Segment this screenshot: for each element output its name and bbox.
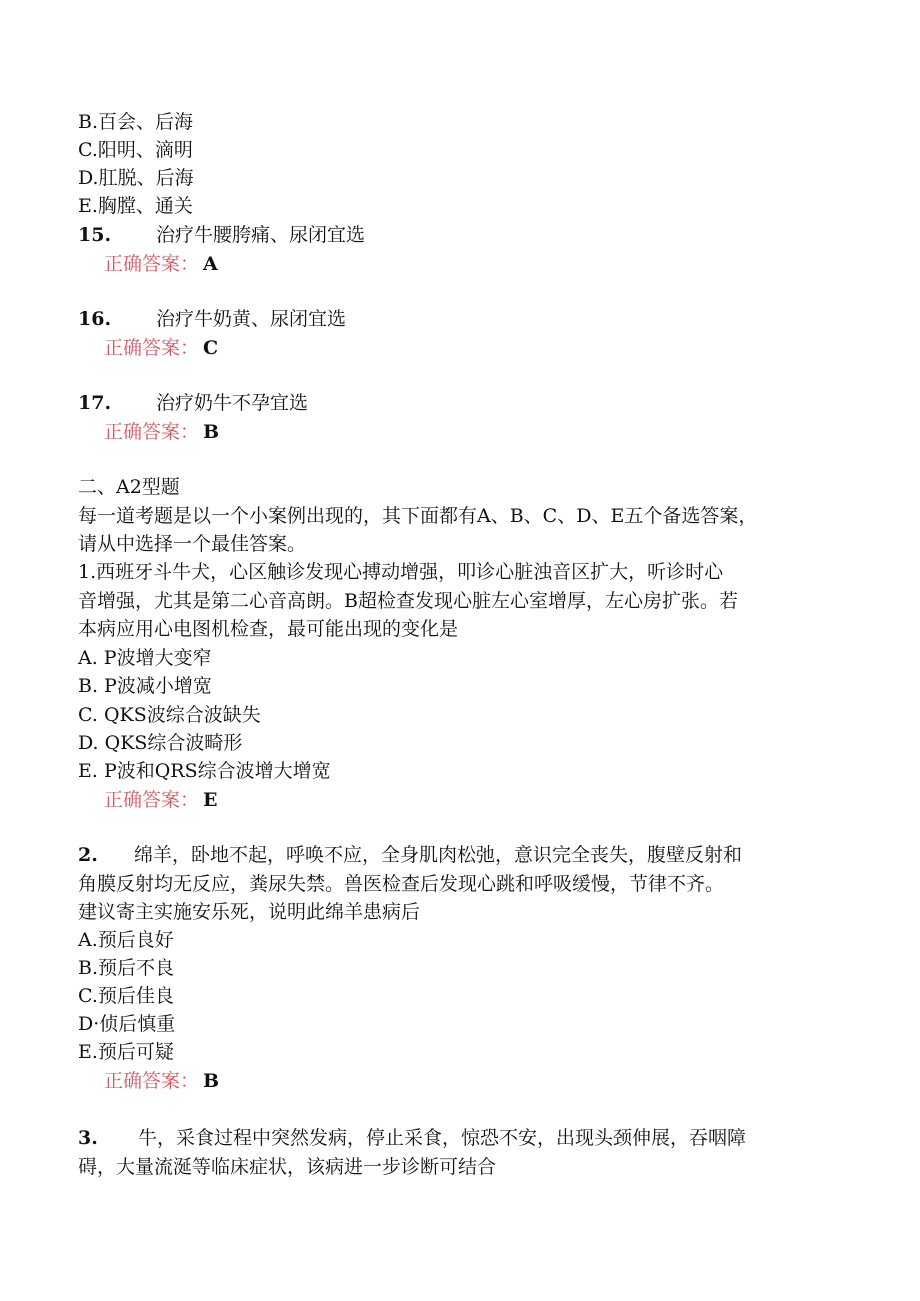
- option-c: C.阳明、滴明: [78, 139, 193, 161]
- a2q1-answer: [104, 786, 218, 814]
- question-text: 治疗奶牛不孕宜选: [156, 392, 309, 414]
- question-17: [78, 389, 308, 417]
- option-b: B.百会、后海: [78, 111, 194, 133]
- question-number: 2.: [78, 844, 98, 866]
- a2q3-line-1: [78, 1124, 746, 1152]
- answer-label: 正确答案：: [104, 337, 200, 359]
- a2q2-option-b: B.预后不良: [78, 957, 175, 979]
- question-number: 15.: [78, 224, 112, 246]
- a2q2-line-1: [78, 841, 742, 869]
- answer-label: 正确答案：: [104, 1070, 200, 1092]
- option-d: D.肛脱、后海: [78, 167, 194, 189]
- answer-15: [104, 250, 218, 278]
- a2q1-line-3: 本病应用心电图机检查，最可能出现的变化是: [78, 618, 459, 640]
- question-16: [78, 305, 346, 333]
- section-instructions-line-2: 请从中选择一个最佳答案。: [78, 533, 307, 555]
- question-number: 16.: [78, 308, 112, 330]
- a2q2-answer: [104, 1067, 219, 1095]
- a2q1-option-b: B. P波减小增宽: [78, 675, 212, 697]
- a2q2-option-c: C.预后佳良: [78, 985, 174, 1007]
- a2q1-option-e: E. P波和QRS综合波增大增宽: [78, 760, 331, 782]
- a2q1-line-1: 1.西班牙斗牛犬，心区触诊发现心搏动增强，叩诊心脏浊音区扩大，听诊时心: [78, 561, 724, 583]
- option-e: E.胸膛、通关: [78, 195, 193, 217]
- answer-value: A: [203, 253, 218, 275]
- a2q2-option-e: E.预后可疑: [78, 1041, 174, 1063]
- a2q2-line-3: 建议寄主实施安乐死，说明此绵羊患病后: [78, 901, 421, 923]
- a2q2-option-d: D·侦后慎重: [78, 1013, 176, 1035]
- answer-label: 正确答案：: [104, 421, 200, 443]
- question-text: 牛，采食过程中突然发病，停止采食，惊恐不安，出现头颈伸展，吞咽障: [138, 1127, 747, 1149]
- a2q2-line-2: 角膜反射均无反应，粪尿失禁。兽医检查后发现心跳和呼吸缓慢，节律不齐。: [78, 873, 725, 895]
- answer-value: E: [203, 789, 218, 811]
- question-number: 17.: [78, 392, 112, 414]
- answer-value: B: [203, 421, 220, 443]
- a2q1-line-2: 音增强，尤其是第二心音高朗。B超检查发现心脏左心室增厚，左心房扩张。若: [78, 590, 738, 612]
- question-text: 治疗牛奶黄、尿闭宜选: [156, 308, 347, 330]
- a2q1-option-c: C. QKS波综合波缺失: [78, 704, 261, 726]
- a2q2-option-a: A.预后良好: [78, 929, 174, 951]
- a2q3-line-2: 碍，大量流涎等临床症状，该病进一步诊断可结合: [78, 1156, 497, 1178]
- answer-label: 正确答案：: [104, 789, 200, 811]
- question-text: 治疗牛腰胯痛、尿闭宜选: [156, 224, 366, 246]
- question-number: 3.: [78, 1127, 98, 1149]
- answer-value: C: [203, 337, 219, 359]
- answer-17: [104, 418, 219, 446]
- answer-16: [104, 334, 218, 362]
- question-15: [78, 221, 365, 249]
- a2q1-option-a: A. P波增大变窄: [78, 647, 212, 669]
- answer-label: 正确答案：: [104, 253, 200, 275]
- section-title: 二、A2型题: [78, 476, 180, 498]
- section-instructions-line-1: 每一道考题是以一个小案例出现的，其下面都有A、B、C、D、E五个备选答案，: [78, 505, 758, 527]
- answer-value: B: [203, 1070, 220, 1092]
- a2q1-option-d: D. QKS综合波畸形: [78, 732, 243, 754]
- question-text: 绵羊，卧地不起，呼唤不应，全身肌肉松弛，意识完全丧失，腹壁反射和: [134, 844, 743, 866]
